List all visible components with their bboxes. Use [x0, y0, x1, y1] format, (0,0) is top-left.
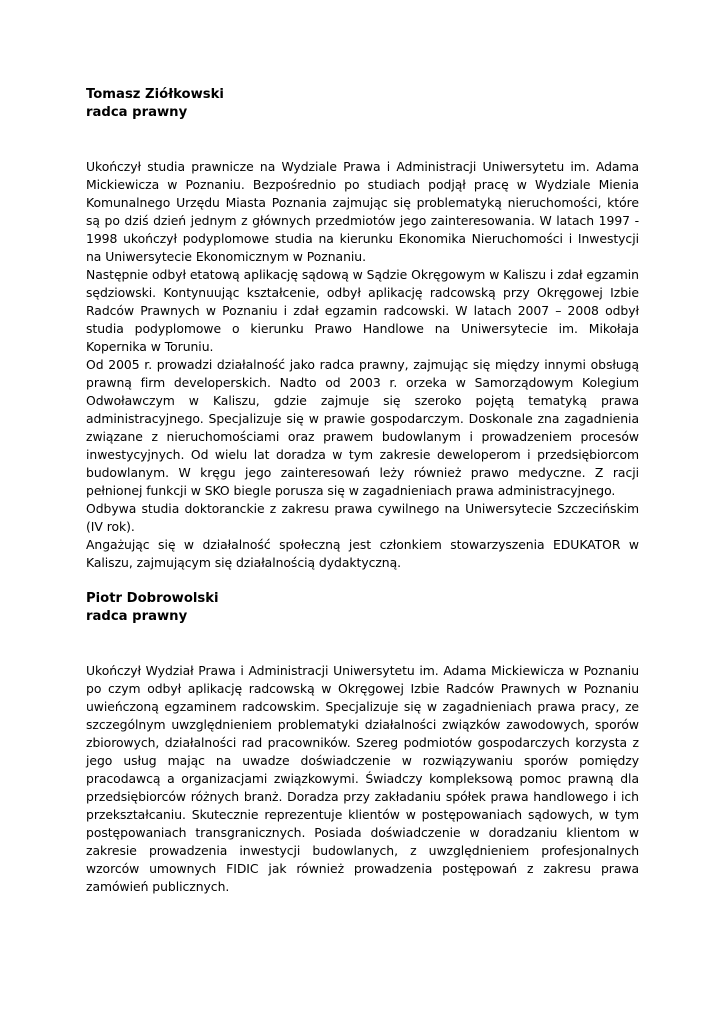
bio-paragraph: Następnie odbył etatową aplikację sądową w Sądzie Okręgowym w Kaliszu i zdał egzamin sędziowski. Kontynuując kształcenie, odbył aplikację radcowską przy Okręgowej Izbie Radców Prawnych w Poznaniu i zdał egzamin radcowski. W latach 2007 – 2008 odbył studia podyplomowe o kierunku Prawo Handlowe na Uniwersytecie im. Mikołaja Kopernika w Toruniu. [86, 267, 639, 354]
lawyer-header [86, 590, 639, 626]
bio-paragraph: Od 2005 r. prowadzi działalność jako radca prawny, zajmując się między innymi obsługą prawną firm developerskich. Nadto od 2003 r. orzeka w Samorządowym Kolegium Odwoławczym w Kaliszu, gdzie zajmuje się szeroko pojętą tematyką prawa administracyjnego. Specjalizuje się w prawie gospodarczym. Doskonale zna zagadnienia związane z nieruchomościami oraz prawem budowlanym i prowadzeniem procesów inwestycyjnych. Od wielu lat doradza w tym zakresie deweloperom i przedsiębiorcom budowlanym. W kręgu jego zainteresowań leży również prawo medyczne. Z racji pełnionej funkcji w SKO biegle porusza się w zagadnieniach prawa administracyjnego. [86, 357, 639, 498]
lawyer-header [86, 86, 639, 122]
lawyer-section-ziolkowski [86, 86, 639, 572]
lawyer-title: radca prawny [86, 609, 188, 624]
lawyer-name: Piotr Dobrowolski [86, 591, 219, 606]
lawyer-bio [86, 158, 639, 572]
bio-paragraph: Odbywa studia doktoranckie z zakresu prawa cywilnego na Uniwersytecie Szczecińskim (IV rok). [86, 501, 639, 534]
bio-paragraph: Ukończył Wydział Prawa i Administracji Uniwersytetu im. Adama Mickiewicza w Poznaniu po czym odbył aplikację radcowską w Okręgowej Izbie Radców Prawnych w Poznaniu uwieńczoną egzaminem radcowskim. Specjalizuje się w zagadnieniach prawa pracy, ze szczególnym uwzględnieniem problematyki działalności związków zawodowych, sporów zbiorowych, działalności rad pracowników. Szereg podmiotów gospodarczych korzysta z jego usług mając na uwadze doświadczenie w rozwiązywaniu sporów pomiędzy pracodawcą a organizacjami związkowymi. Świadczy kompleksową pomoc prawną dla przedsiębiorców różnych branż. Doradza przy zakładaniu spółek prawa handlowego i ich przekształcaniu. Skutecznie reprezentuje klientów w postępowaniach sądowych, w tym postępowaniach transgranicznych. Posiada doświadczenie w doradzaniu klientom w zakresie prowadzenia inwestycji budowlanych, z uwzględnieniem profesjonalnych wzorców umownych FIDIC jak również prowadzenia postępowań z zakresu prawa zamówień publicznych. [86, 663, 639, 894]
bio-paragraph: Ukończył studia prawnicze na Wydziale Prawa i Administracji Uniwersytetu im. Adama Mickiewicza w Poznaniu. Bezpośrednio po studiach podjął pracę w Wydziale Mienia Komunalnego Urzędu Miasta Poznania zajmując się problematyką nieruchomości, które są po dziś dzień jednym z głównych przedmiotów jego zainteresowania. W latach 1997 - 1998 ukończył podyplomowe studia na kierunku Ekonomika Nieruchomości i Inwestycji na Uniwersytecie Ekonomicznym w Poznaniu. [86, 159, 639, 264]
bio-paragraph: Angażując się w działalność społeczną jest członkiem stowarzyszenia EDUKATOR w Kaliszu, zajmującym się działalnością dydaktyczną. [86, 537, 639, 570]
lawyer-title: radca prawny [86, 105, 188, 120]
lawyer-name: Tomasz Ziółkowski [86, 87, 224, 102]
document-page [86, 84, 639, 896]
lawyer-bio [86, 662, 639, 896]
lawyer-section-dobrowolski [86, 590, 639, 896]
